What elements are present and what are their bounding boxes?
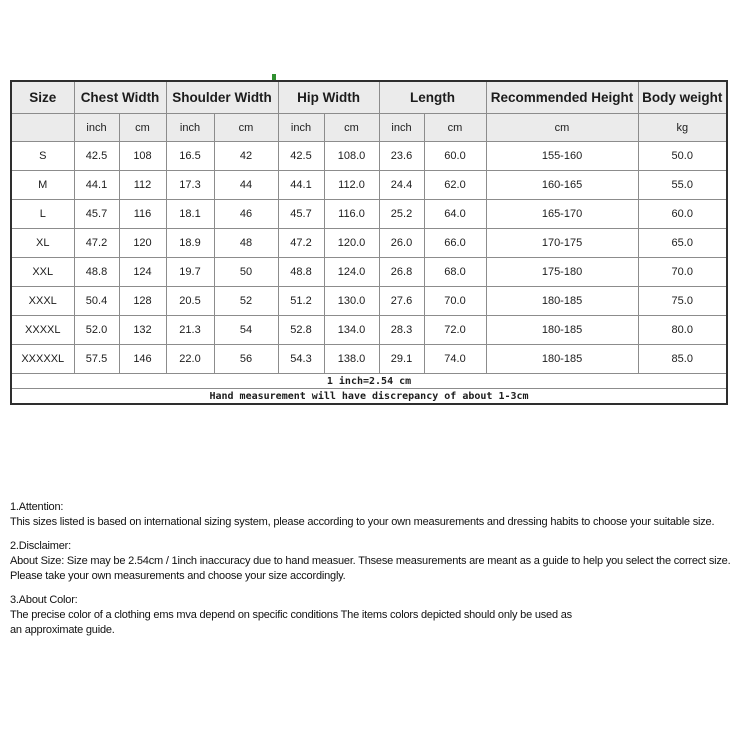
data-cell: 42.5 xyxy=(74,142,119,171)
data-cell: 72.0 xyxy=(424,316,486,345)
size-chart-table xyxy=(10,80,728,405)
unit-header: inch xyxy=(278,114,324,142)
note-line: an approximate guide. xyxy=(10,624,115,636)
note-heading: 1.Attention: xyxy=(10,501,64,513)
column-header: Body weight xyxy=(638,81,727,114)
data-cell: 48 xyxy=(214,229,278,258)
note-heading: 2.Disclaimer: xyxy=(10,540,71,552)
data-cell: 18.1 xyxy=(166,200,214,229)
unit-header: cm xyxy=(486,114,638,142)
data-cell: 48.8 xyxy=(278,258,324,287)
data-cell: 124 xyxy=(119,258,166,287)
data-cell: 26.0 xyxy=(379,229,424,258)
data-cell: 146 xyxy=(119,345,166,374)
data-cell: 17.3 xyxy=(166,171,214,200)
data-cell: 155-160 xyxy=(486,142,638,171)
size-cell: XXXXL xyxy=(11,316,74,345)
data-cell: 85.0 xyxy=(638,345,727,374)
data-cell: 112 xyxy=(119,171,166,200)
data-cell: 26.8 xyxy=(379,258,424,287)
data-cell: 45.7 xyxy=(278,200,324,229)
size-cell: S xyxy=(11,142,74,171)
data-cell: 108 xyxy=(119,142,166,171)
data-cell: 23.6 xyxy=(379,142,424,171)
size-chart-container xyxy=(10,80,726,405)
table-row xyxy=(11,258,727,287)
data-cell: 21.3 xyxy=(166,316,214,345)
data-cell: 56 xyxy=(214,345,278,374)
table-row xyxy=(11,316,727,345)
column-header: Shoulder Width xyxy=(166,81,278,114)
size-cell: XXXL xyxy=(11,287,74,316)
unit-header: inch xyxy=(379,114,424,142)
data-cell: 27.6 xyxy=(379,287,424,316)
data-cell: 180-185 xyxy=(486,316,638,345)
data-cell: 19.7 xyxy=(166,258,214,287)
data-cell: 60.0 xyxy=(424,142,486,171)
data-cell: 55.0 xyxy=(638,171,727,200)
size-cell: M xyxy=(11,171,74,200)
data-cell: 62.0 xyxy=(424,171,486,200)
data-cell: 24.4 xyxy=(379,171,424,200)
data-cell: 80.0 xyxy=(638,316,727,345)
data-cell: 20.5 xyxy=(166,287,214,316)
unit-header: cm xyxy=(214,114,278,142)
size-cell: XXXXXL xyxy=(11,345,74,374)
data-cell: 50.0 xyxy=(638,142,727,171)
table-row xyxy=(11,200,727,229)
data-cell: 116.0 xyxy=(324,200,379,229)
note-heading: 3.About Color: xyxy=(10,594,78,606)
note-block xyxy=(10,593,750,638)
unit-header: cm xyxy=(324,114,379,142)
data-cell: 16.5 xyxy=(166,142,214,171)
table-row xyxy=(11,345,727,374)
table-row xyxy=(11,142,727,171)
data-cell: 18.9 xyxy=(166,229,214,258)
data-cell: 75.0 xyxy=(638,287,727,316)
unit-header: cm xyxy=(424,114,486,142)
data-cell: 54 xyxy=(214,316,278,345)
data-cell: 54.3 xyxy=(278,345,324,374)
data-cell: 170-175 xyxy=(486,229,638,258)
data-cell: 138.0 xyxy=(324,345,379,374)
data-cell: 180-185 xyxy=(486,287,638,316)
column-header: Recommended Height xyxy=(486,81,638,114)
unit-header: inch xyxy=(166,114,214,142)
data-cell: 128 xyxy=(119,287,166,316)
data-cell: 65.0 xyxy=(638,229,727,258)
data-cell: 108.0 xyxy=(324,142,379,171)
data-cell: 64.0 xyxy=(424,200,486,229)
data-cell: 46 xyxy=(214,200,278,229)
data-cell: 51.2 xyxy=(278,287,324,316)
unit-header: inch xyxy=(74,114,119,142)
data-cell: 50.4 xyxy=(74,287,119,316)
data-cell: 180-185 xyxy=(486,345,638,374)
data-cell: 52 xyxy=(214,287,278,316)
note-block xyxy=(10,500,750,530)
data-cell: 22.0 xyxy=(166,345,214,374)
data-cell: 44 xyxy=(214,171,278,200)
unit-header: cm xyxy=(119,114,166,142)
data-cell: 74.0 xyxy=(424,345,486,374)
units-row xyxy=(11,114,727,142)
column-header: Hip Width xyxy=(278,81,379,114)
data-cell: 45.7 xyxy=(74,200,119,229)
data-cell: 50 xyxy=(214,258,278,287)
data-cell: 165-170 xyxy=(486,200,638,229)
unit-header-empty xyxy=(11,114,74,142)
data-cell: 132 xyxy=(119,316,166,345)
column-header: Chest Width xyxy=(74,81,166,114)
data-cell: 52.0 xyxy=(74,316,119,345)
footnote: Hand measurement will have discrepancy of about 1-3cm xyxy=(11,389,727,405)
data-cell: 52.8 xyxy=(278,316,324,345)
size-cell: XXL xyxy=(11,258,74,287)
data-cell: 120.0 xyxy=(324,229,379,258)
data-cell: 44.1 xyxy=(278,171,324,200)
footnote: 1 inch=2.54 cm xyxy=(11,374,727,389)
column-header: Size xyxy=(11,81,74,114)
data-cell: 175-180 xyxy=(486,258,638,287)
data-cell: 160-165 xyxy=(486,171,638,200)
data-cell: 25.2 xyxy=(379,200,424,229)
footnote-row xyxy=(11,374,727,389)
data-cell: 42 xyxy=(214,142,278,171)
note-block xyxy=(10,539,750,584)
unit-header: kg xyxy=(638,114,727,142)
note-line: The precise color of a clothing ems mva depend on specific conditions The items colors depicted should only be used as xyxy=(10,609,572,621)
data-cell: 112.0 xyxy=(324,171,379,200)
data-cell: 70.0 xyxy=(424,287,486,316)
data-cell: 47.2 xyxy=(74,229,119,258)
header-row xyxy=(11,81,727,114)
data-cell: 28.3 xyxy=(379,316,424,345)
note-line: About Size: Size may be 2.54cm / 1inch inaccuracy due to hand measuer. Thsese measurements are meant as a guide to help you select the correct size. xyxy=(10,555,731,567)
data-cell: 44.1 xyxy=(74,171,119,200)
size-cell: L xyxy=(11,200,74,229)
table-row xyxy=(11,171,727,200)
size-cell: XL xyxy=(11,229,74,258)
data-cell: 42.5 xyxy=(278,142,324,171)
data-cell: 47.2 xyxy=(278,229,324,258)
data-cell: 120 xyxy=(119,229,166,258)
footnote-row xyxy=(11,389,727,405)
data-cell: 60.0 xyxy=(638,200,727,229)
data-cell: 57.5 xyxy=(74,345,119,374)
data-cell: 29.1 xyxy=(379,345,424,374)
data-cell: 130.0 xyxy=(324,287,379,316)
data-cell: 124.0 xyxy=(324,258,379,287)
table-row xyxy=(11,287,727,316)
data-cell: 116 xyxy=(119,200,166,229)
notes-section xyxy=(10,500,750,647)
column-header: Length xyxy=(379,81,486,114)
data-cell: 70.0 xyxy=(638,258,727,287)
data-cell: 134.0 xyxy=(324,316,379,345)
note-line: This sizes listed is based on international sizing system, please according to your own measurements and dressing habits to choose your suitable size. xyxy=(10,516,715,528)
note-line: Please take your own measurements and choose your size accordingly. xyxy=(10,570,346,582)
data-cell: 68.0 xyxy=(424,258,486,287)
data-cell: 66.0 xyxy=(424,229,486,258)
table-row xyxy=(11,229,727,258)
data-cell: 48.8 xyxy=(74,258,119,287)
